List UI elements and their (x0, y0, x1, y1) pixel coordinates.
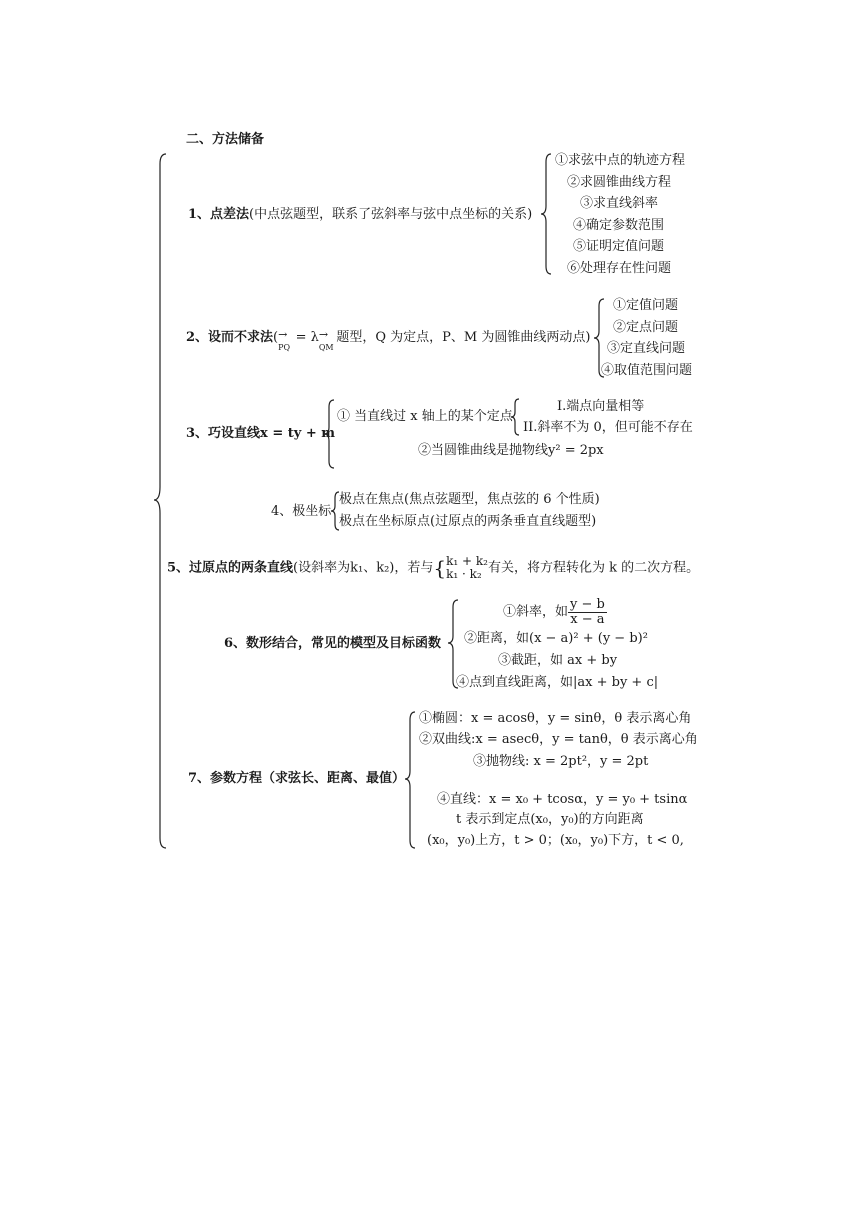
method-7-item: ①椭圆：x = acosθ，y = sinθ，θ 表示离心角 (419, 711, 692, 726)
method-2-item: ④取值范围问题 (601, 363, 693, 378)
method-3-case-2: ②当圆锥曲线是抛物线y² = 2px (418, 443, 604, 458)
method-3-sub-brace (510, 397, 522, 439)
method-2-item: ①定值问题 (613, 298, 679, 313)
sum-expression: k₁ + k₂ (446, 554, 488, 568)
method-3-brace (323, 398, 337, 472)
method-6-item-2: ②距离，如(x − a)² + (y − b)² (464, 631, 648, 646)
method-4-item: 极点在坐标原点(过原点的两条垂直直线题型) (339, 514, 597, 529)
method-5: 5、过原点的两条直线(设斜率为k₁、k₂)，若与{ k₁ + k₂ k₁ · k₂ 有关，将方程转化为 k 的二次方程。 (167, 554, 700, 581)
fraction-numerator: y − b (570, 597, 605, 612)
method-2-item: ②定点问题 (613, 320, 679, 335)
method-7-item: ④直线：x = x₀ + tcosα，y = y₀ + tsinα (437, 792, 688, 807)
vector-qm: → QM (318, 328, 334, 352)
method-4-title: 4、极坐标 (271, 504, 332, 519)
vector-pq: → PQ (278, 328, 291, 352)
method-7-item: ②双曲线:x = asecθ，y = tanθ，θ 表示离心角 (419, 732, 698, 747)
method-1-brace (540, 152, 554, 277)
fraction-denominator: x − a (570, 612, 605, 627)
method-5-tail: 有关，将方程转化为 k 的二次方程。 (487, 560, 700, 576)
product-expression: k₁ · k₂ (446, 567, 482, 581)
method-4-item: 极点在焦点(焦点弦题型，焦点弦的 6 个性质) (339, 492, 600, 507)
method-1-desc: (中点弦题型，联系了弦斜率与弦中点坐标的关系) (249, 207, 533, 222)
method-3-sub-1: I.端点向量相等 (557, 399, 645, 414)
method-2-desc: 题型，Q 为定点，P、M 为圆锥曲线两动点) (336, 330, 591, 345)
method-7-item: (x₀，y₀)上方，t > 0；(x₀，y₀)下方，t < 0, (427, 833, 684, 848)
method-7-title: 7、参数方程（求弦长、距离、最值） (188, 771, 406, 786)
method-1-item: ①求弦中点的轨迹方程 (555, 153, 686, 168)
method-1-item: ⑥处理存在性问题 (567, 261, 672, 276)
method-7-brace (404, 710, 418, 852)
method-6-title: 6、数形结合，常见的模型及目标函数 (224, 636, 442, 651)
method-7-item: t 表示到定点(x₀，y₀)的方向距离 (456, 812, 644, 827)
method-7-item: ③抛物线: x = 2pt²，y = 2pt (473, 754, 649, 769)
method-3-case-1: ① 当直线过 x 轴上的某个定点 (337, 409, 513, 424)
method-5-title: 5、过原点的两条直线 (167, 560, 294, 576)
method-3-title: 3、巧设直线x = ty + m (186, 426, 335, 441)
outer-brace (150, 152, 170, 852)
lambda: = λ (295, 330, 319, 345)
method-2-title: 2、设而不求法 (186, 330, 274, 345)
method-5-desc: (设斜率为k₁、k₂)，若与 (293, 560, 434, 576)
method-6-item-1: ①斜率，如 (503, 604, 569, 620)
method-6-item-3: ③截距，如 ax + by (498, 653, 618, 668)
method-1-item: ④确定参数范围 (573, 218, 665, 233)
method-3-sub-2: II.斜率不为 0，但可能不存在 (523, 420, 693, 435)
method-2-item: ③定直线问题 (607, 341, 686, 356)
method-6-item-4: ④点到直线距离，如|ax + by + c| (456, 675, 659, 690)
method-1-title: 1、点差法 (188, 207, 250, 222)
method-1-item: ②求圆锥曲线方程 (567, 175, 672, 190)
method-1-item: ③求直线斜率 (580, 196, 659, 211)
section-title: 二、方法储备 (186, 132, 265, 147)
method-1-item: ⑤证明定值问题 (573, 239, 665, 254)
